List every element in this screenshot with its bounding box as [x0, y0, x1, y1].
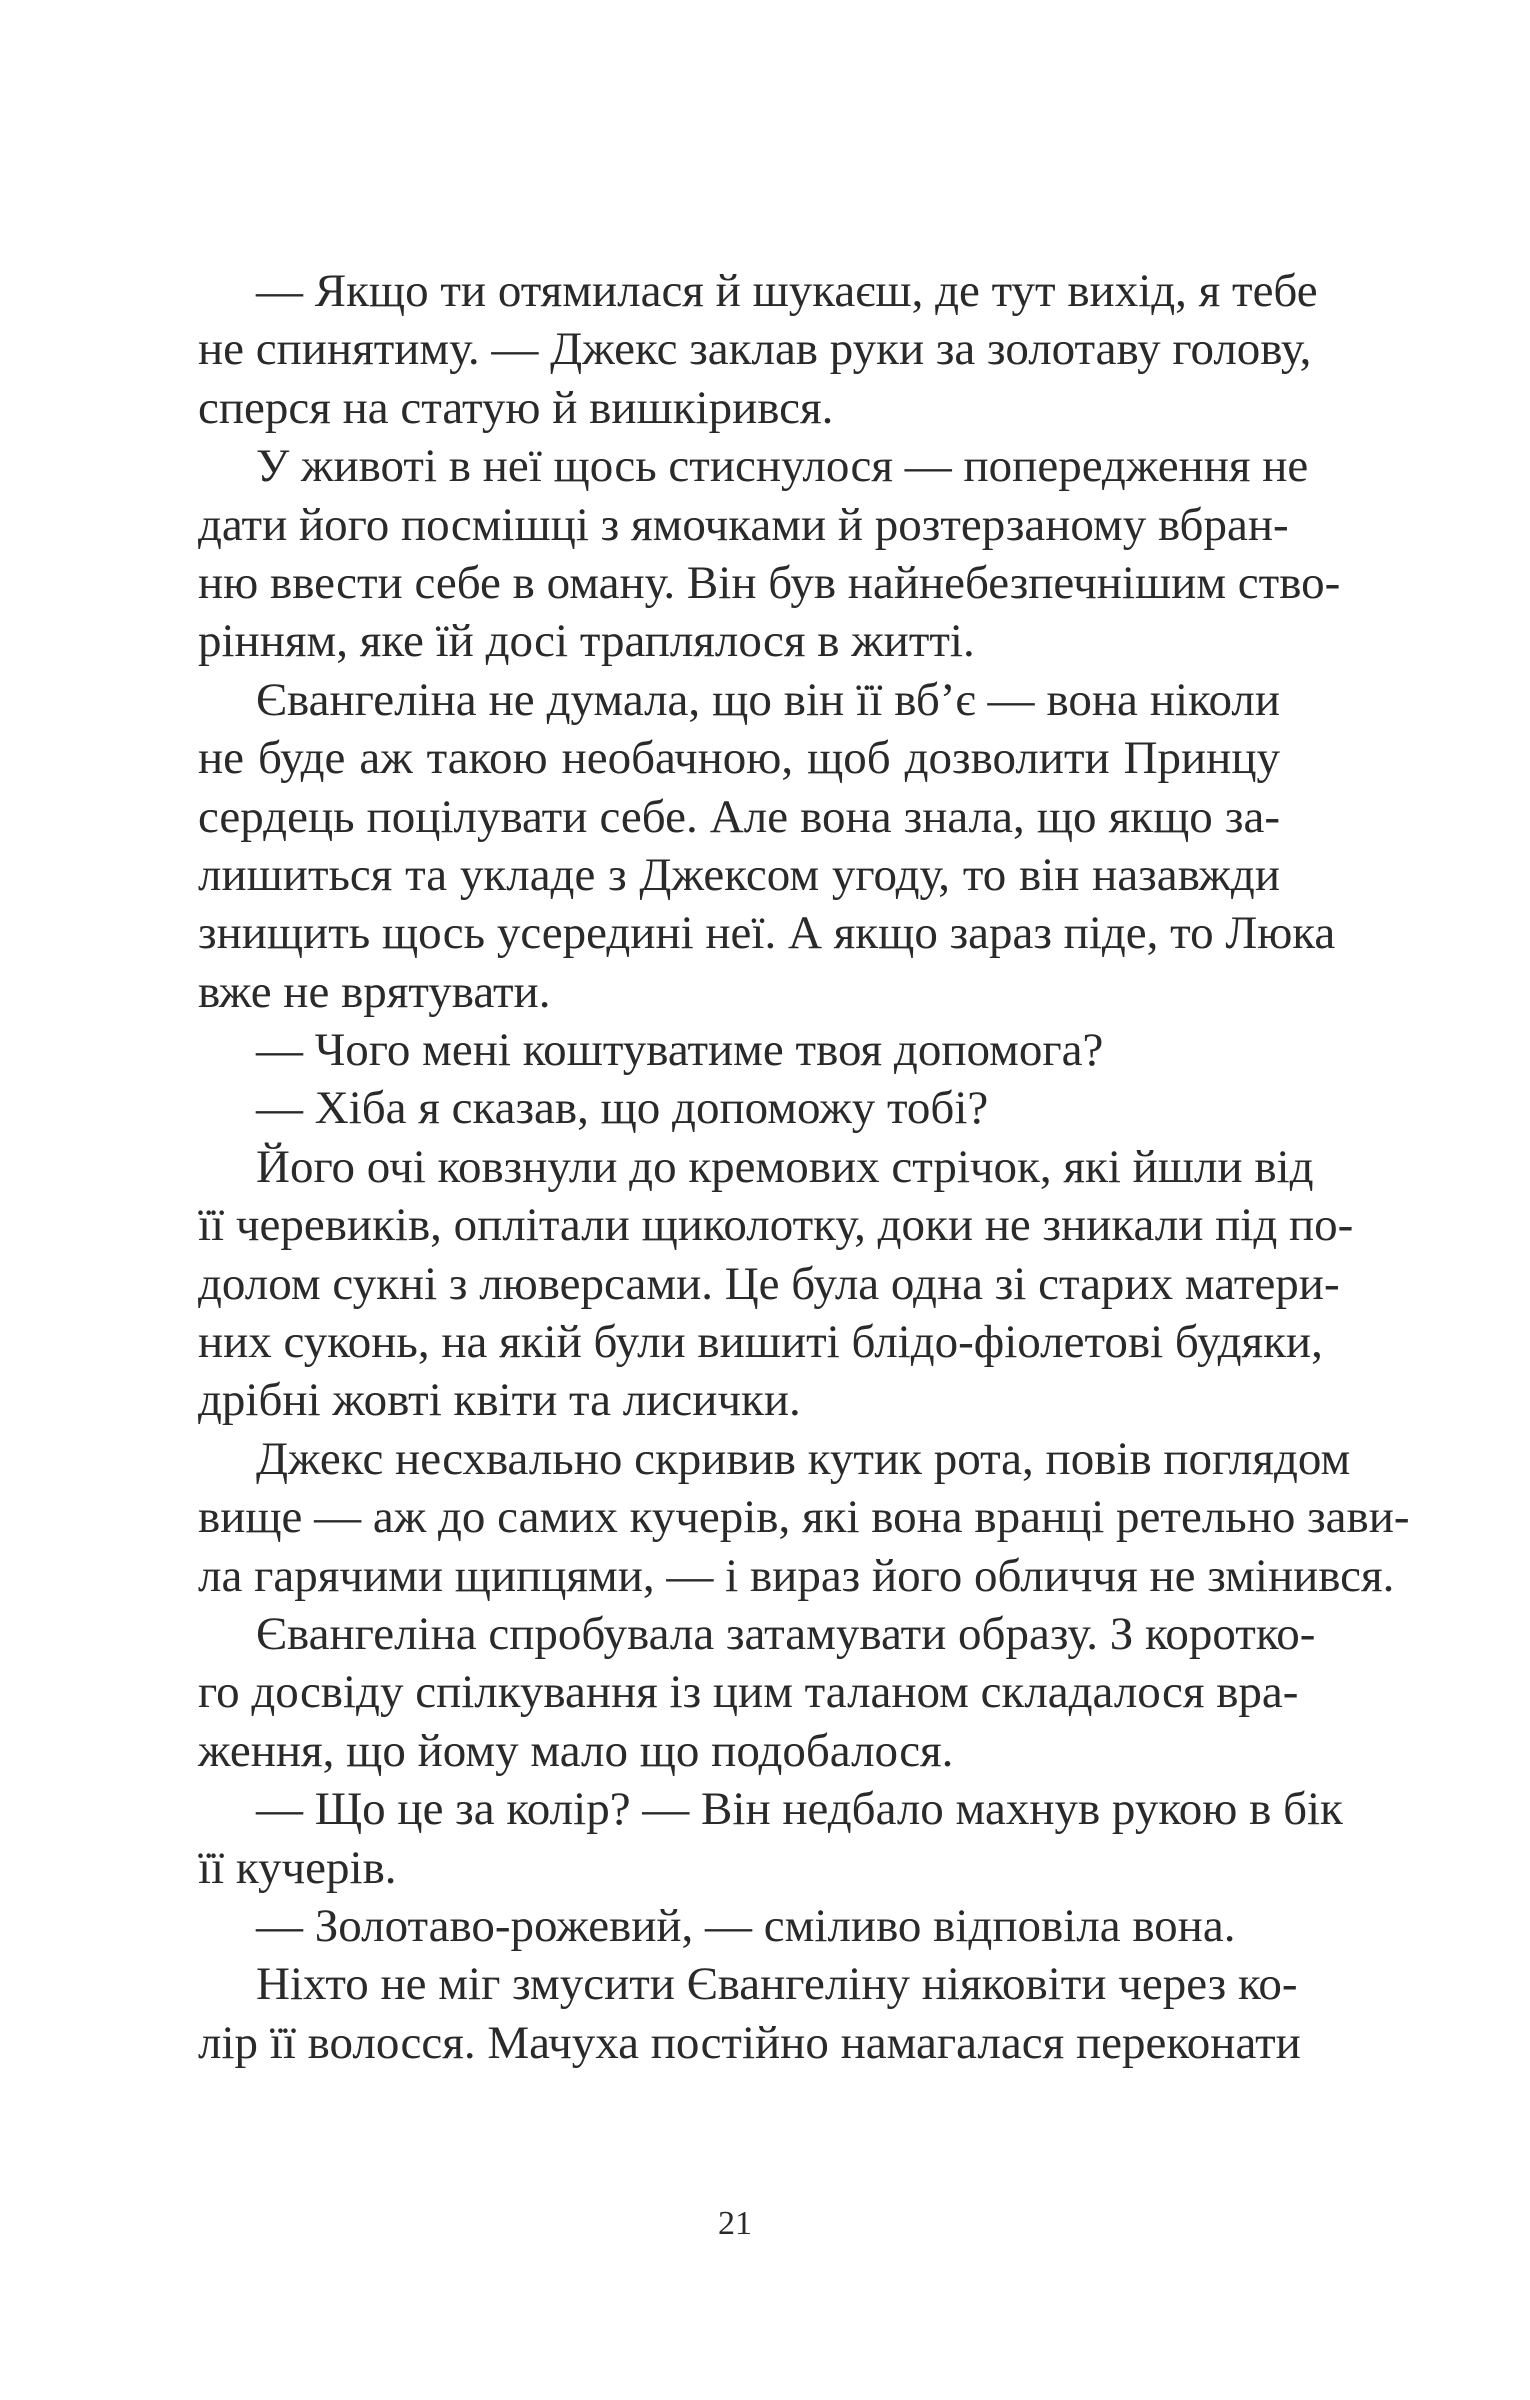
text-line: — Якщо ти отямилася й шукаєш, де тут вихід, я тебе: [256, 265, 1318, 317]
text-line: Євангеліна не думала, що він її вб’є — вона ніколи: [256, 673, 1280, 726]
text-line: ню ввести себе в оману. Він був найнебезпечнішим ство-: [198, 556, 1341, 609]
text-line: — Золотаво-рожевий, — сміливо відповіла вона.: [256, 1899, 1236, 1952]
text-line: Його очі ковзнули до кремових стрічок, які йшли від: [256, 1140, 1314, 1193]
text-line: лір її волосся. Мачуха постійно намагалася переконати: [198, 2016, 1301, 2069]
text-line: них суконь, на якій були вишиті блідо-фіолетові будяки,: [198, 1316, 1323, 1369]
text-line: — Хіба я сказав, що допоможу тобі?: [256, 1082, 989, 1135]
text-line: сперся на статую й вишкірився.: [198, 381, 834, 434]
text-line: сердець поцілувати себе. Але вона знала, що якщо за-: [198, 790, 1280, 843]
text-line: вище — аж до самих кучерів, які вона вранці ретельно зави-: [198, 1491, 1410, 1544]
text-line: ла гарячими щипцями, — і вираз його обличчя не змінився.: [198, 1549, 1395, 1602]
text-line: рінням, яке їй досі траплялося в житті.: [198, 615, 975, 668]
text-line: — Що це за колір? — Він недбало махнув рукою в бік: [256, 1783, 1343, 1836]
text-line: вже не врятувати.: [198, 965, 551, 1018]
text-line: У животі в неї щось стиснулося — попередження не: [256, 440, 1309, 493]
text-line: дати його посмішці з ямочками й розтерзаному вбран-: [198, 498, 1289, 551]
text-line: го досвіду спілкування із цим таланом складалося вра-: [198, 1666, 1299, 1719]
text-line: долом сукні з люверсами. Це була одна зі старих матери-: [198, 1257, 1340, 1310]
body-text: [198, 262, 1410, 2072]
text-line: не спинятиму. — Джекс заклав руки за золотаву голову,: [198, 323, 1312, 376]
text-line: дрібні жовті квіти та лисички.: [198, 1374, 801, 1427]
text-line: не буде аж такою необачною, щоб дозволити Принцу: [198, 732, 1280, 785]
text-line: ження, що йому мало що подобалося.: [198, 1724, 954, 1777]
text-line: її черевиків, оплітали щиколотку, доки не зникали під по-: [198, 1199, 1354, 1252]
page-number: 21: [718, 2205, 752, 2242]
text-line: Джекс несхвально скривив кутик рота, повів поглядом: [256, 1432, 1351, 1485]
text-line: знищить щось усередині неї. А якщо зараз піде, то Люка: [198, 907, 1336, 960]
text-line: Євангеліна спробувала затамувати образу. З коротко-: [256, 1607, 1316, 1660]
text-line: лишиться та укладе з Джексом угоду, то він назавжди: [198, 848, 1280, 901]
text-line: — Чого мені коштуватиме твоя допомога?: [256, 1024, 1104, 1077]
text-line: Ніхто не міг змусити Євангеліну ніяковіти через ко-: [256, 1958, 1298, 2011]
text-line: її кучерів.: [198, 1841, 397, 1894]
